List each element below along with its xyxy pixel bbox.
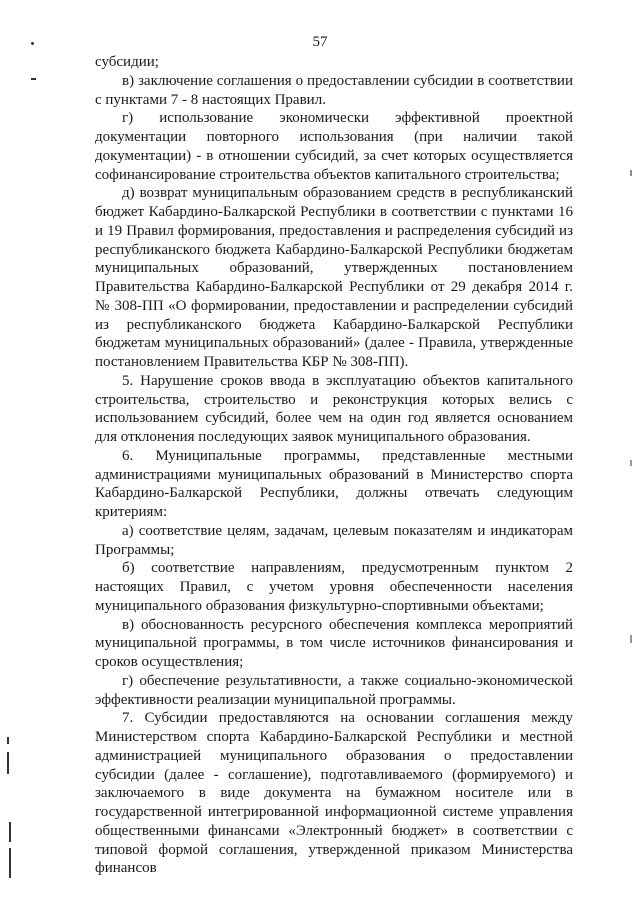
scan-artifact [31, 42, 34, 45]
paragraph-6: 6. Муниципальные программы, представленные местными администрациями муниципальных образований в Министерство спорта Кабардино-Балкарской Республики, должны отвечать следующим критериям: [95, 447, 573, 520]
paragraph-criterion-g: г) обеспечение результативности, а также социально-экономической эффективности реализации муниципальной программы. [95, 672, 573, 708]
paragraph-criterion-a: а) соответствие целям, задачам, целевым показателям и индикаторам Программы; [95, 522, 573, 558]
scan-artifact [31, 78, 36, 80]
scan-artifact [9, 848, 11, 878]
scan-artifact [7, 737, 9, 744]
paragraph-item-g: г) использование экономически эффективной проектной документации повторного использования (при наличии такой документации) - в отношении субсидий, за счет которых осуществляется софинансирование строительства объектов капитального строительства; [95, 110, 573, 183]
paragraph-criterion-b: б) соответствие направлениям, предусмотренным пунктом 2 настоящих Правил, с учетом уровня обеспеченности населения муниципального образования физкультурно-спортивными объектами; [95, 560, 573, 614]
page-number: 57 [312, 34, 328, 50]
scan-artifact [630, 460, 632, 466]
paragraph-item-v: в) заключение соглашения о предоставлении субсидии в соответствии с пунктами 7 - 8 настоящих Правил. [95, 72, 573, 108]
paragraph-7: 7. Субсидии предоставляются на основании соглашения между Министерством спорта Кабардино-Балкарской Республики и местной администрацией муниципального образования о предоставлении субсидии (далее - соглашение), подготавливаемого (формируемого) и заключаемого в виде документа на бумажном носителе или в государственной интегрированной информационной системе управления общественными финансами «Электронный бюджет» в соответствии с типовой формой соглашения, утвержденной приказом Министерства финансов [95, 710, 573, 877]
scan-artifact [630, 635, 632, 643]
paragraph-continuation: субсидии; [95, 54, 159, 70]
scan-artifact [7, 752, 9, 774]
paragraph-item-d: д) возврат муниципальным образованием средств в республиканский бюджет Кабардино-Балкарской Республики в соответствии с пунктами 16 и 19 Правил формирования, предоставления и распределения субсидий из республиканского бюджета Кабардино-Балкарской Республики бюджетам муниципальных образований, утвержденных постановлением Правительства Кабардино-Балкарской Республики от 29 декабря 2014 г. № 308-ПП «О формировании, предоставлении и распределении субсидий из республиканского бюджета Кабардино-Балкарской Республики бюджетам муниципальных образований» (далее - Правила, утвержденные постановлением Правительства КБР № 308-ПП). [95, 185, 573, 370]
paragraph-criterion-v: в) обоснованность ресурсного обеспечения комплекса мероприятий муниципальной программы, в том числе источников финансирования и сроков осуществления; [95, 616, 573, 670]
scan-artifact [9, 822, 11, 842]
document-body [95, 53, 573, 878]
paragraph-5: 5. Нарушение сроков ввода в эксплуатацию объектов капитального строительства, строительство и реконструкция которых велись с использованием субсидий, более чем на один год является основанием для отклонения последующих заявок муниципального образования. [95, 372, 573, 445]
scan-artifact [630, 170, 632, 176]
